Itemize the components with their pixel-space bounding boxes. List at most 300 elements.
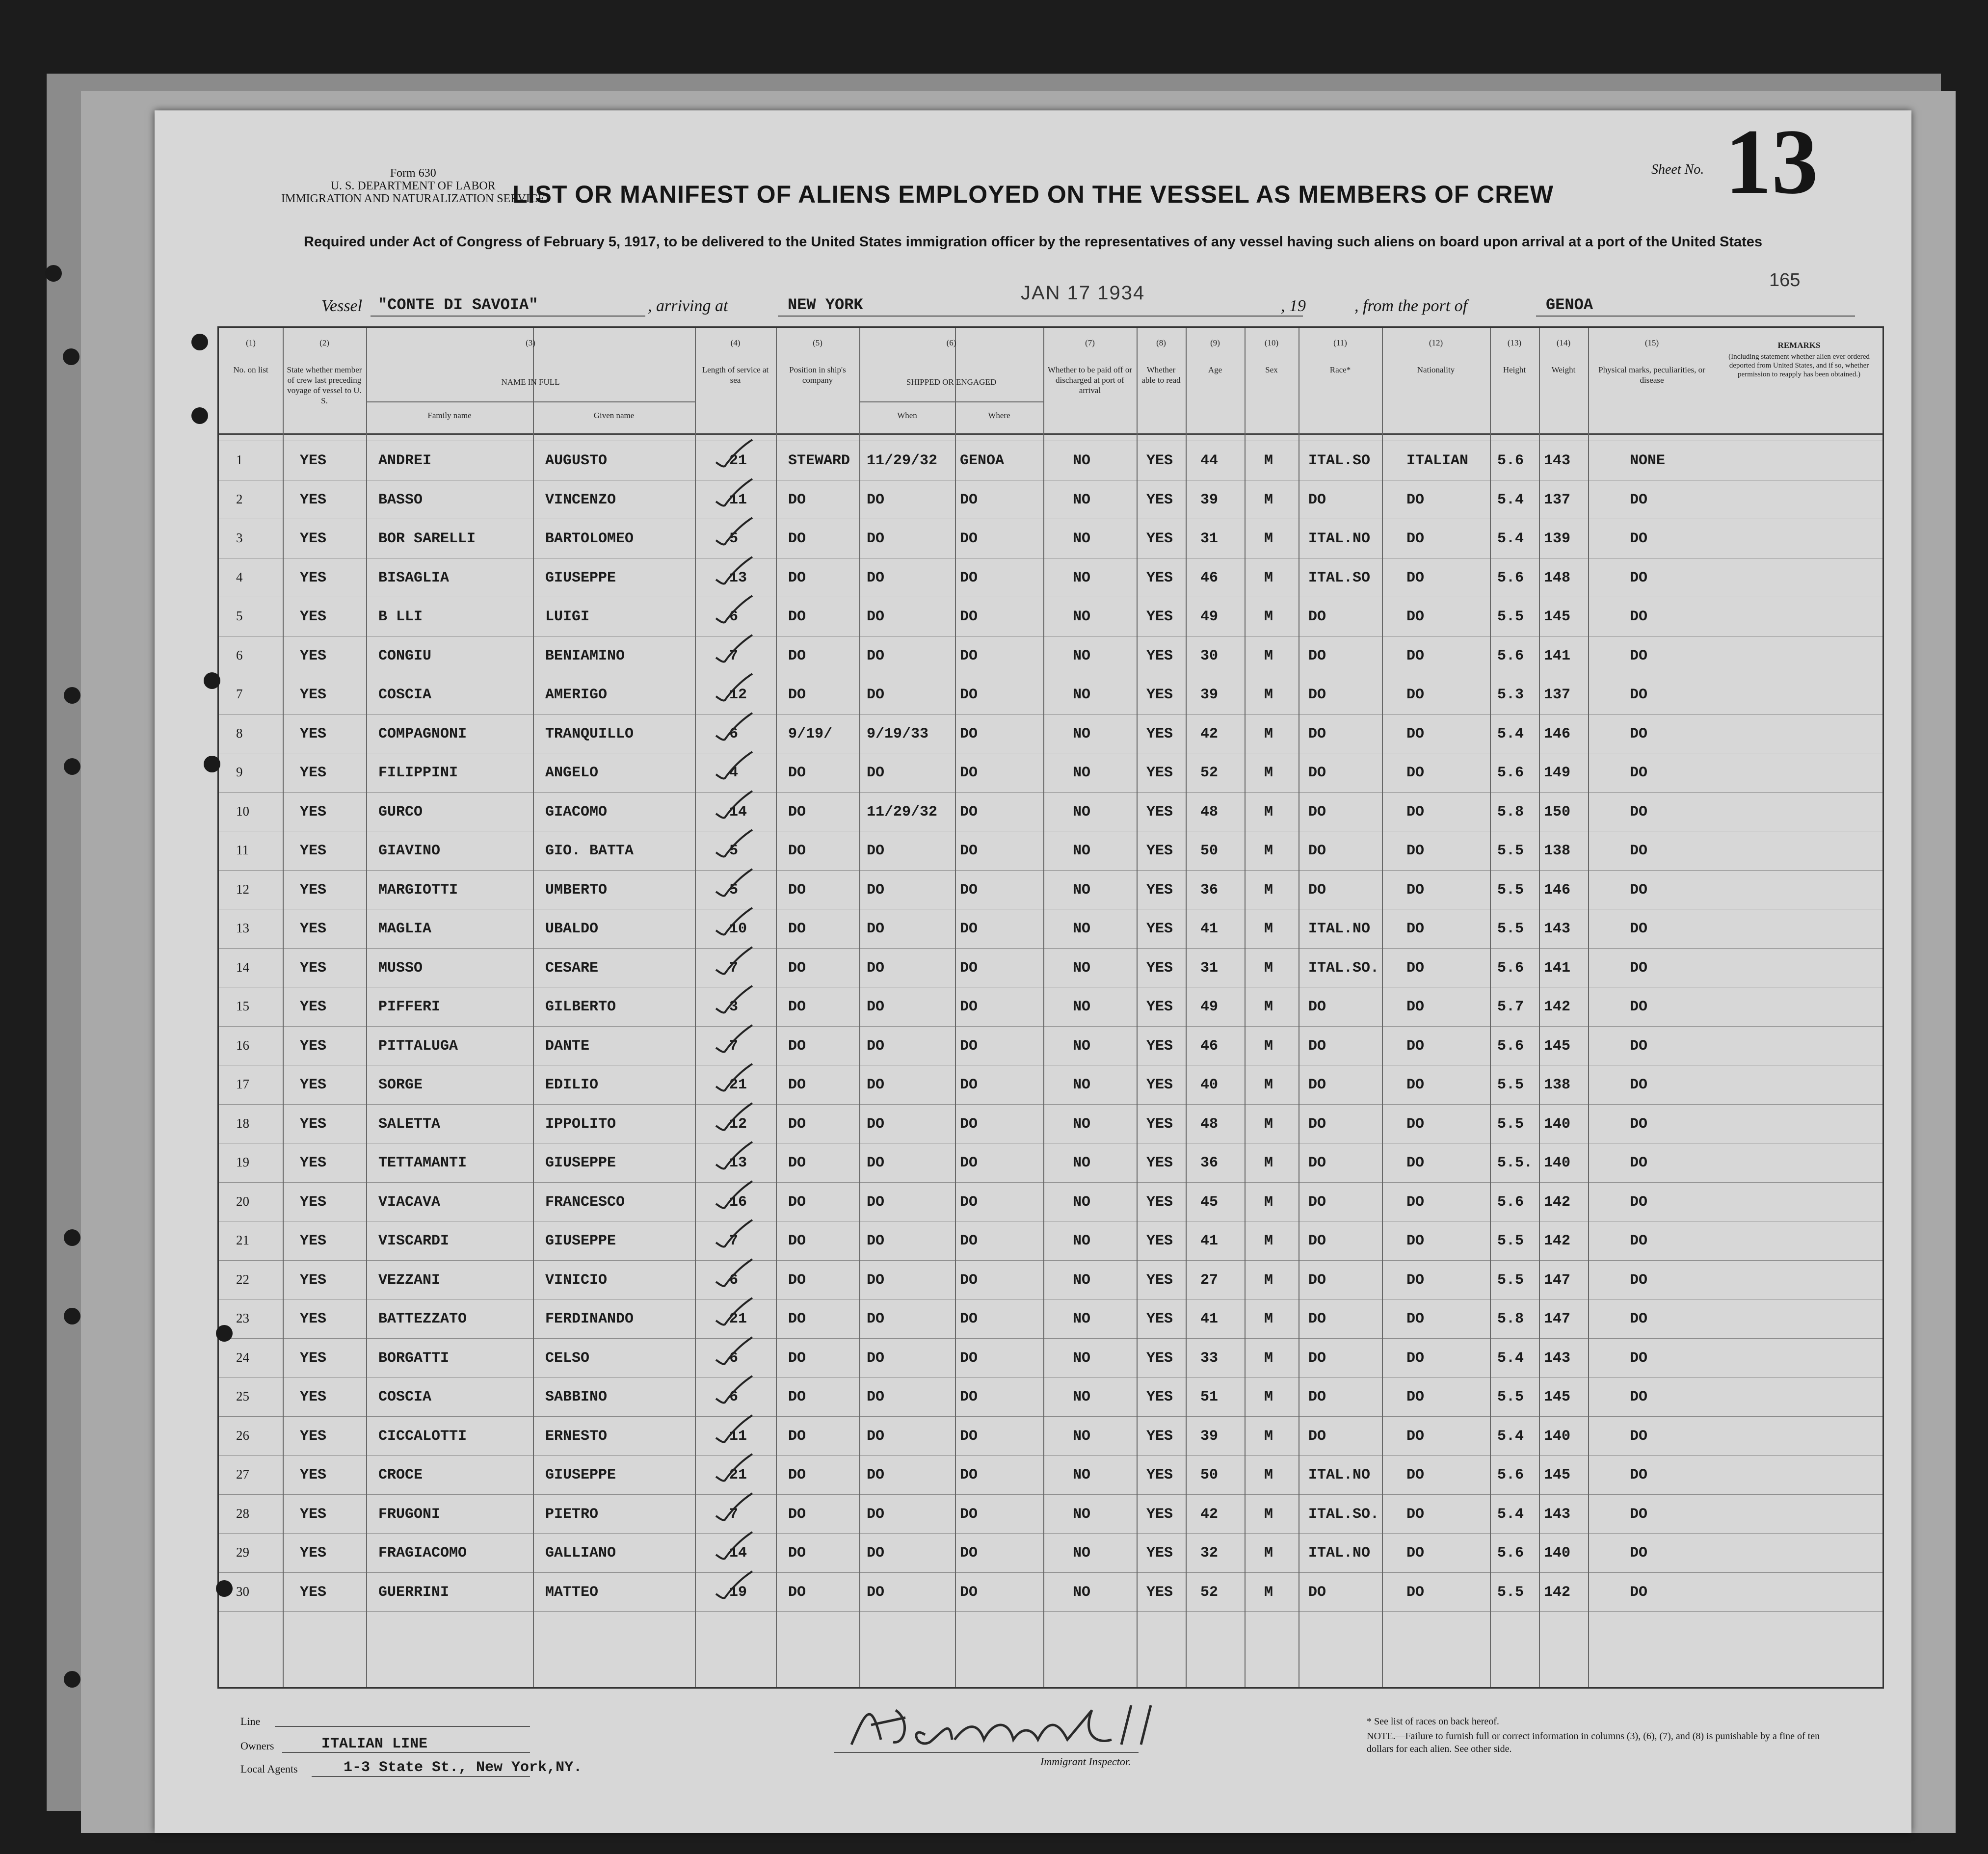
shipped-when: DO: [867, 1545, 885, 1562]
height: 5.7: [1497, 999, 1524, 1015]
nationality: DO: [1406, 687, 1425, 703]
family-name: CROCE: [378, 1467, 423, 1483]
weight: 145: [1544, 1467, 1571, 1483]
nationality: DO: [1406, 1037, 1425, 1055]
shipped-when: DO: [867, 959, 885, 977]
check-mark: [712, 671, 756, 705]
crew-row: [219, 948, 1882, 987]
physical-marks: DO: [1630, 843, 1648, 859]
shipped-where: DO: [960, 843, 978, 859]
age: 44: [1200, 452, 1219, 469]
races-note: * See list of races on back hereof.: [1367, 1716, 1499, 1727]
family-name: VISCARDI: [378, 1233, 450, 1249]
binder-hole: [64, 1308, 80, 1324]
service-length: 7: [729, 647, 739, 664]
weight: 142: [1544, 1233, 1571, 1249]
page-subtitle: Required under Act of Congress of February 5, 1917, to be delivered to the United States immigration officer by the representatives of any vessel having such aliens on board upon arrival at a port of the United States: [303, 234, 1763, 250]
agents-label: Local Agents: [240, 1763, 298, 1775]
family-name: BOR SARELLI: [378, 530, 476, 547]
height: 5.4: [1497, 1506, 1524, 1523]
height: 5.6: [1497, 1193, 1524, 1211]
age: 52: [1200, 1584, 1219, 1601]
race: DO: [1308, 1115, 1326, 1133]
physical-marks: DO: [1630, 803, 1648, 821]
able-to-read: YES: [1146, 881, 1173, 899]
sex: M: [1264, 1271, 1273, 1289]
physical-marks: DO: [1630, 491, 1648, 508]
weight: 137: [1544, 687, 1571, 703]
position: DO: [788, 1467, 806, 1483]
binder-hole: [204, 756, 220, 772]
family-name: CICCALOTTI: [378, 1428, 467, 1445]
physical-marks: DO: [1630, 725, 1648, 742]
family-name: COSCIA: [378, 687, 432, 703]
given-name: MATTEO: [545, 1584, 599, 1601]
service-length: 12: [729, 687, 747, 703]
nationality: DO: [1406, 1389, 1425, 1405]
able-to-read: YES: [1146, 1193, 1173, 1211]
race: DO: [1308, 1155, 1326, 1171]
check-mark: [712, 1178, 756, 1213]
position: DO: [788, 1077, 806, 1093]
shipped-when: DO: [867, 569, 885, 586]
physical-marks: DO: [1630, 1545, 1648, 1562]
position: DO: [788, 609, 806, 625]
shipped-when: DO: [867, 1311, 885, 1327]
height: 5.6: [1497, 569, 1524, 586]
arriving-label: , arriving at: [648, 297, 728, 315]
family-name: CONGIU: [378, 647, 432, 664]
family-name: FRUGONI: [378, 1506, 441, 1523]
check-mark: [712, 788, 756, 822]
family-name: SALETTA: [378, 1115, 441, 1133]
column-number: (4): [730, 338, 741, 347]
subheader-rule: [366, 401, 695, 402]
position: DO: [788, 1311, 806, 1327]
physical-marks: DO: [1630, 1233, 1648, 1249]
given-name: EDILIO: [545, 1077, 599, 1093]
crew-row: [219, 441, 1882, 479]
service-length: 14: [729, 1545, 747, 1562]
physical-marks: DO: [1630, 881, 1648, 899]
weight: 147: [1544, 1311, 1571, 1327]
column-header: Weight: [1551, 365, 1576, 374]
paid-off: NO: [1073, 687, 1091, 703]
race: DO: [1308, 687, 1326, 703]
column-number: (12): [1429, 338, 1443, 347]
crew-row: [219, 1182, 1882, 1221]
able-to-read: YES: [1146, 609, 1173, 625]
able-to-read: YES: [1146, 1271, 1173, 1289]
paid-off: NO: [1073, 1311, 1091, 1327]
paid-off: NO: [1073, 1389, 1091, 1405]
physical-marks: DO: [1630, 609, 1648, 625]
height: 5.8: [1497, 803, 1524, 821]
service-length: 19: [729, 1584, 747, 1601]
position: DO: [788, 1155, 806, 1171]
paid-off: NO: [1073, 1467, 1091, 1483]
service-length: 14: [729, 803, 747, 821]
inspector-signature: [837, 1691, 1190, 1764]
nationality: DO: [1406, 803, 1425, 821]
age: 40: [1200, 1077, 1219, 1093]
family-name: VIACAVA: [378, 1193, 441, 1211]
weight: 142: [1544, 1193, 1571, 1211]
column-subheader: When: [897, 411, 917, 420]
column-header: Position in ship's company: [789, 365, 846, 385]
weight: 146: [1544, 881, 1571, 899]
owners-label: Owners: [240, 1740, 274, 1752]
paid-off: NO: [1073, 921, 1091, 937]
weight: 145: [1544, 609, 1571, 625]
paid-off: NO: [1073, 803, 1091, 821]
height: 5.8: [1497, 1311, 1524, 1327]
crew-row: [219, 1494, 1882, 1533]
row-number: 6: [236, 647, 243, 662]
age: 42: [1200, 1506, 1219, 1523]
paid-off: NO: [1073, 452, 1091, 469]
paid-off: NO: [1073, 1584, 1091, 1601]
race: DO: [1308, 765, 1326, 781]
position: DO: [788, 1115, 806, 1133]
physical-marks: DO: [1630, 1506, 1648, 1523]
shipped-when: DO: [867, 1115, 885, 1133]
able-to-read: YES: [1146, 843, 1173, 859]
crew-row: [219, 831, 1882, 870]
column-number: (11): [1333, 338, 1347, 347]
shipped-where: DO: [960, 1155, 978, 1171]
paid-off: NO: [1073, 1115, 1091, 1133]
check-mark: [712, 1373, 756, 1407]
given-name: IPPOLITO: [545, 1115, 616, 1133]
nationality: DO: [1406, 609, 1425, 625]
check-mark: [712, 1295, 756, 1329]
service-length: 7: [729, 1037, 739, 1055]
race: DO: [1308, 1037, 1326, 1055]
nationality: DO: [1406, 959, 1425, 977]
sex: M: [1264, 921, 1273, 937]
binder-hole: [64, 758, 80, 775]
paid-off: NO: [1073, 609, 1091, 625]
given-name: ANGELO: [545, 765, 599, 781]
paid-off: NO: [1073, 1233, 1091, 1249]
column-number: (9): [1210, 338, 1220, 347]
shipped-where: DO: [960, 1389, 978, 1405]
position: DO: [788, 1545, 806, 1562]
column-header: NAME IN FULL: [501, 377, 560, 387]
crew-row: [219, 1065, 1882, 1104]
shipped-when: DO: [867, 1037, 885, 1055]
owners-value: ITALIAN LINE: [321, 1736, 428, 1752]
position: DO: [788, 1350, 806, 1367]
shipped-where: DO: [960, 921, 978, 937]
crew-row: [219, 870, 1882, 909]
check-mark: [712, 710, 756, 744]
previous-voyage: YES: [300, 687, 327, 703]
sex: M: [1264, 803, 1273, 821]
check-mark: [712, 1217, 756, 1251]
given-name: ERNESTO: [545, 1428, 608, 1445]
paid-off: NO: [1073, 1271, 1091, 1289]
form-block: Form 630 U. S. DEPARTMENT OF LABOR IMMIGRATION AND NATURALIZATION SERVICE: [281, 167, 545, 205]
height: 5.6: [1497, 1037, 1524, 1055]
physical-marks: DO: [1630, 1193, 1648, 1211]
weight: 143: [1544, 1350, 1571, 1367]
binder-hole: [191, 407, 208, 424]
physical-marks: DO: [1630, 1077, 1648, 1093]
height: 5.5: [1497, 1077, 1524, 1093]
binder-hole: [216, 1580, 233, 1597]
date-stamp: JAN 17 1934: [1021, 282, 1145, 304]
shipped-where: DO: [960, 959, 978, 977]
binder-hole: [64, 687, 80, 704]
shipped-where: DO: [960, 803, 978, 821]
able-to-read: YES: [1146, 803, 1173, 821]
weight: 143: [1544, 1506, 1571, 1523]
weight: 145: [1544, 1037, 1571, 1055]
previous-voyage: YES: [300, 881, 327, 899]
binder-hole: [63, 348, 80, 365]
crew-row: [219, 1104, 1882, 1143]
height: 5.4: [1497, 725, 1524, 742]
age: 48: [1200, 1115, 1219, 1133]
nationality: DO: [1406, 1350, 1425, 1367]
previous-voyage: YES: [300, 1037, 327, 1055]
family-name: SORGE: [378, 1077, 423, 1093]
physical-marks: DO: [1630, 1311, 1648, 1327]
crew-row: [219, 1299, 1882, 1338]
nationality: DO: [1406, 530, 1425, 547]
given-name: AMERIGO: [545, 687, 608, 703]
given-name: GALLIANO: [545, 1545, 616, 1562]
given-name: PIETRO: [545, 1506, 599, 1523]
shipped-where: DO: [960, 1311, 978, 1327]
crew-row: [219, 558, 1882, 597]
crew-row: [219, 753, 1882, 792]
service-length: 16: [729, 1193, 747, 1211]
binder-hole: [191, 334, 208, 350]
nationality: DO: [1406, 1428, 1425, 1445]
shipped-when: 9/19/33: [867, 725, 929, 742]
check-mark: [712, 593, 756, 627]
shipped-where: DO: [960, 1467, 978, 1483]
given-name: CESARE: [545, 959, 599, 977]
race: DO: [1308, 491, 1326, 508]
height: 5.5: [1497, 843, 1524, 859]
height: 5.4: [1497, 530, 1524, 547]
check-mark: [712, 1529, 756, 1563]
crew-row: [219, 792, 1882, 831]
weight: 141: [1544, 647, 1571, 664]
service-length: 3: [729, 999, 739, 1015]
shipped-when: DO: [867, 1467, 885, 1483]
shipped-where: DO: [960, 1506, 978, 1523]
weight: 140: [1544, 1545, 1571, 1562]
height: 5.6: [1497, 1545, 1524, 1562]
age: 33: [1200, 1350, 1219, 1367]
age: 45: [1200, 1193, 1219, 1211]
sex: M: [1264, 1037, 1273, 1055]
shipped-where: DO: [960, 1428, 978, 1445]
column-header: Physical marks, peculiarities, or disease: [1598, 365, 1705, 385]
column-header: SHIPPED OR ENGAGED: [906, 377, 997, 387]
paid-off: NO: [1073, 530, 1091, 547]
paid-off: NO: [1073, 843, 1091, 859]
check-mark: [712, 1412, 756, 1447]
row-number: 22: [236, 1271, 249, 1287]
shipped-where: DO: [960, 569, 978, 586]
binder-hole: [64, 1671, 80, 1688]
shipped-where: DO: [960, 491, 978, 508]
race: ITAL.SO.: [1308, 959, 1379, 977]
row-number: 27: [236, 1467, 249, 1482]
position: DO: [788, 921, 806, 937]
service-length: 11: [729, 491, 747, 508]
check-mark: [712, 1334, 756, 1369]
weight: 148: [1544, 569, 1571, 586]
sex: M: [1264, 843, 1273, 859]
crew-row: [219, 597, 1882, 636]
sex: M: [1264, 999, 1273, 1015]
weight: 142: [1544, 999, 1571, 1015]
column-number: (7): [1085, 338, 1095, 347]
sex: M: [1264, 1545, 1273, 1562]
check-mark: [712, 1568, 756, 1603]
row-number: 11: [236, 843, 249, 857]
paid-off: NO: [1073, 491, 1091, 508]
family-name: FRAGIACOMO: [378, 1545, 467, 1562]
previous-voyage: YES: [300, 1271, 327, 1289]
height: 5.6: [1497, 765, 1524, 781]
previous-voyage: YES: [300, 609, 327, 625]
family-name: GIAVINO: [378, 843, 441, 859]
previous-voyage: YES: [300, 1233, 327, 1249]
physical-marks: DO: [1630, 530, 1648, 547]
given-name: GIUSEPPE: [545, 1467, 616, 1483]
paid-off: NO: [1073, 725, 1091, 742]
weight: 142: [1544, 1584, 1571, 1601]
physical-marks: DO: [1630, 1271, 1648, 1289]
binder-hole: [64, 1229, 80, 1246]
service-length: 11: [729, 1428, 747, 1445]
given-name: BARTOLOMEO: [545, 530, 634, 547]
family-name: VEZZANI: [378, 1271, 441, 1289]
position: DO: [788, 1428, 806, 1445]
check-mark: [712, 1451, 756, 1485]
binder-hole: [216, 1325, 233, 1342]
weight: 149: [1544, 765, 1571, 781]
shipped-where: DO: [960, 1545, 978, 1562]
inspector-label: Immigrant Inspector.: [1040, 1755, 1131, 1768]
previous-voyage: YES: [300, 1311, 327, 1327]
column-subheader: (Including statement whether alien ever ordered deported from United States, and if so, whether permission to reapply has been obtained.): [1728, 353, 1870, 378]
given-name: UBALDO: [545, 921, 599, 937]
sex: M: [1264, 1155, 1273, 1171]
race: DO: [1308, 1584, 1326, 1601]
row-number: 13: [236, 921, 249, 935]
binder-hole: [45, 265, 62, 282]
age: 39: [1200, 491, 1219, 508]
service-length: 6: [729, 1350, 739, 1367]
height: 5.5: [1497, 609, 1524, 625]
crew-row: [219, 1416, 1882, 1455]
paid-off: NO: [1073, 999, 1091, 1015]
row-number: 8: [236, 725, 243, 741]
shipped-where: DO: [960, 1271, 978, 1289]
row-number: 28: [236, 1506, 249, 1521]
crew-table: [217, 326, 1884, 1689]
age: 27: [1200, 1271, 1219, 1289]
check-mark: [712, 983, 756, 1017]
crew-row: [219, 1143, 1882, 1182]
family-name: PITTALUGA: [378, 1037, 458, 1055]
vessel-name: "CONTE DI SAVOIA": [378, 296, 538, 314]
previous-voyage: YES: [300, 1584, 327, 1601]
height: 5.5: [1497, 1584, 1524, 1601]
race: DO: [1308, 1350, 1326, 1367]
age: 36: [1200, 881, 1219, 899]
given-name: GILBERTO: [545, 999, 616, 1015]
check-mark: [712, 1256, 756, 1291]
shipped-where: DO: [960, 725, 978, 742]
shipped-when: DO: [867, 881, 885, 899]
shipped-where: DO: [960, 1037, 978, 1055]
check-mark: [712, 515, 756, 549]
age: 50: [1200, 1467, 1219, 1483]
previous-voyage: YES: [300, 491, 327, 508]
position: STEWARD: [788, 452, 850, 469]
age: 32: [1200, 1545, 1219, 1562]
crew-row: [219, 1572, 1882, 1611]
given-name: VINICIO: [545, 1271, 608, 1289]
age: 46: [1200, 1037, 1219, 1055]
shipped-when: DO: [867, 1233, 885, 1249]
weight: 140: [1544, 1115, 1571, 1133]
able-to-read: YES: [1146, 1311, 1173, 1327]
able-to-read: YES: [1146, 647, 1173, 664]
row-number: 26: [236, 1428, 249, 1443]
shipped-where: DO: [960, 1350, 978, 1367]
physical-marks: DO: [1630, 569, 1648, 586]
race: DO: [1308, 1389, 1326, 1405]
height: 5.4: [1497, 1428, 1524, 1445]
able-to-read: YES: [1146, 765, 1173, 781]
race: DO: [1308, 647, 1326, 664]
age: 39: [1200, 1428, 1219, 1445]
sex: M: [1264, 1389, 1273, 1405]
race: DO: [1308, 999, 1326, 1015]
row-number: 30: [236, 1584, 249, 1599]
sex: M: [1264, 1584, 1273, 1601]
given-name: GIACOMO: [545, 803, 608, 821]
given-name: CELSO: [545, 1350, 590, 1367]
position: DO: [788, 1271, 806, 1289]
height: 5.6: [1497, 452, 1524, 469]
paid-off: NO: [1073, 1350, 1091, 1367]
row-number: 15: [236, 999, 249, 1013]
check-mark: [712, 866, 756, 901]
race: DO: [1308, 1193, 1326, 1211]
able-to-read: YES: [1146, 1350, 1173, 1367]
physical-marks: DO: [1630, 1389, 1648, 1405]
height: 5.5.: [1497, 1155, 1533, 1171]
shipped-when: DO: [867, 1506, 885, 1523]
able-to-read: YES: [1146, 1467, 1173, 1483]
column-number: (6): [946, 338, 956, 347]
race: ITAL.NO: [1308, 1467, 1371, 1483]
age: 49: [1200, 609, 1219, 625]
family-name: B LLI: [378, 609, 423, 625]
